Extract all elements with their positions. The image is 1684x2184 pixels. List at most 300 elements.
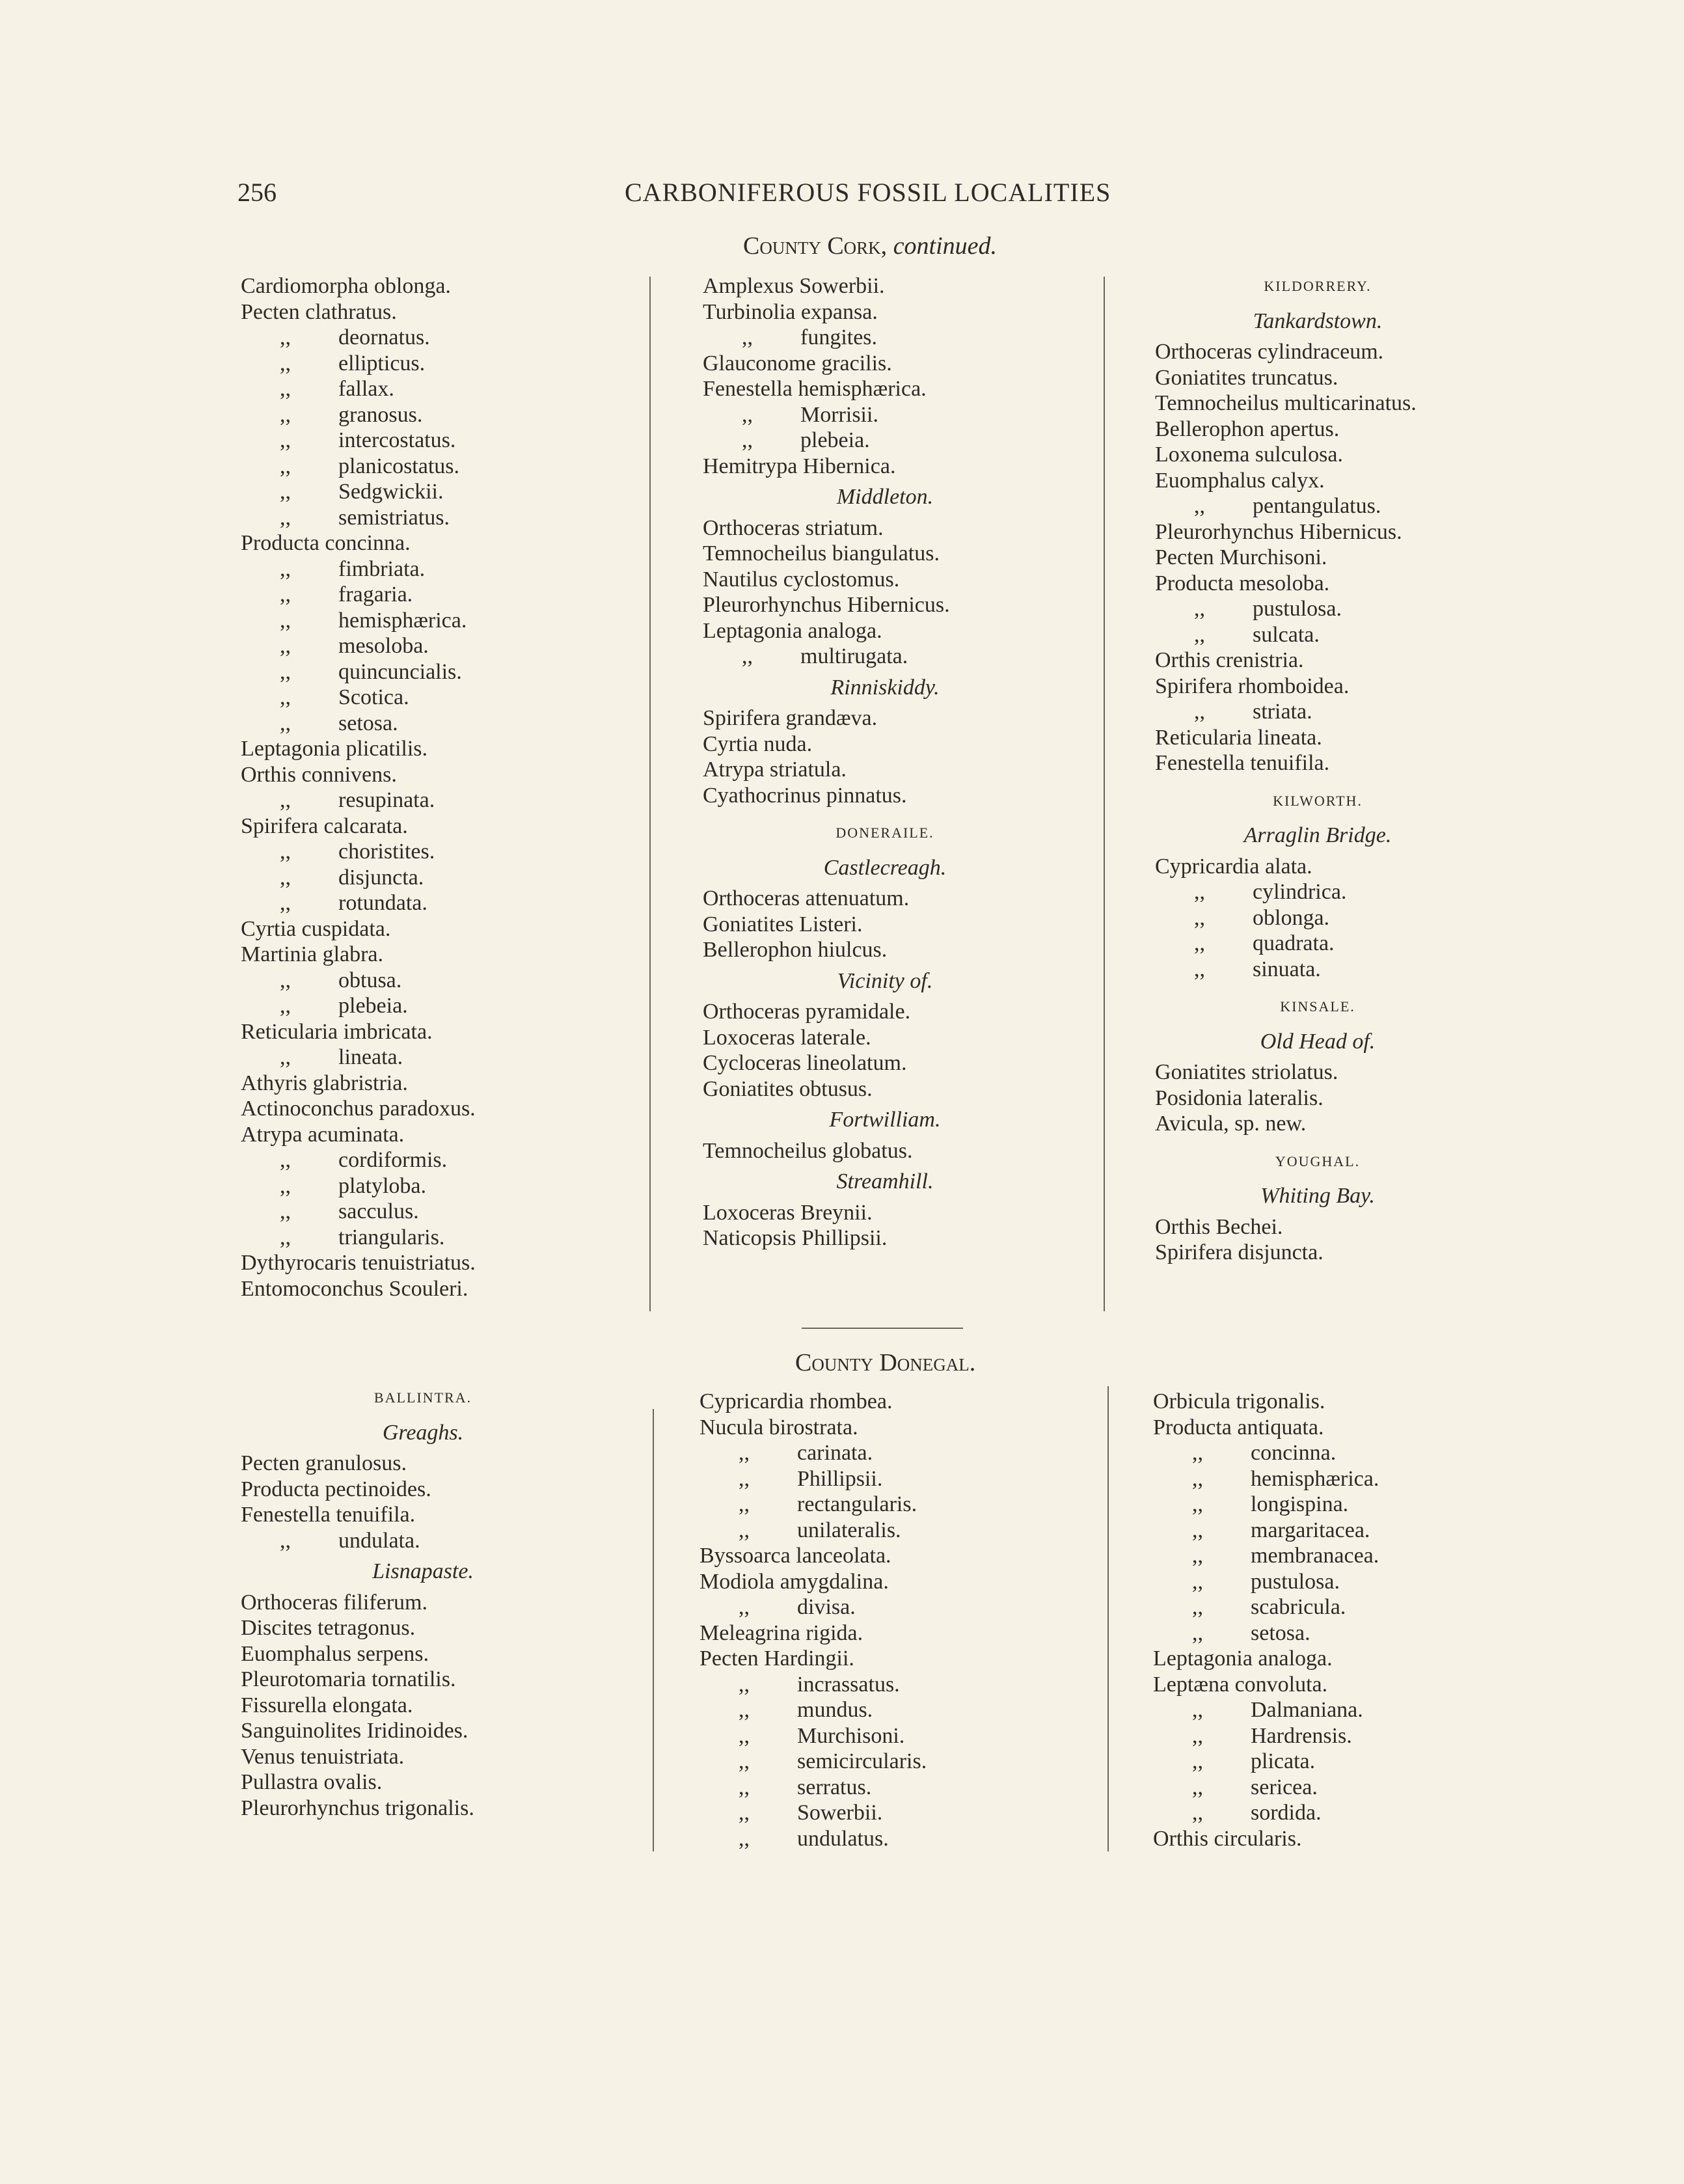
species-entry: Goniatites Listeri.: [703, 912, 863, 936]
species-entry: Entomoconchus Scouleri.: [241, 1276, 469, 1301]
species-name: divisa.: [797, 1595, 856, 1619]
species-entry: Dythyrocaris tenuistriatus.: [241, 1251, 476, 1275]
county-donegal-heading: County Donegal.: [795, 1349, 976, 1376]
sublocality-heading: Middleton.: [836, 485, 934, 509]
species-entry-ditto: [699, 1826, 1064, 1852]
species-entry-ditto: [241, 479, 605, 505]
species-entry: Byssoarca lanceolata.: [699, 1544, 891, 1568]
ditto-mark: ,,: [739, 1672, 750, 1697]
species-entry: Reticularia lineata.: [1155, 725, 1322, 750]
ditto-mark: ,,: [1194, 700, 1205, 724]
species-name: mesoloba.: [338, 634, 429, 658]
species-name: platyloba.: [338, 1173, 427, 1198]
species-name: plebeia.: [338, 994, 408, 1018]
species-name: triangularis.: [338, 1225, 445, 1249]
ditto-mark: ,,: [739, 1826, 750, 1851]
species-entry-ditto: [699, 1672, 1064, 1698]
species-entry: Leptagonia analoga.: [703, 618, 882, 643]
species-name: granosus.: [338, 402, 423, 427]
species-name: setosa.: [1251, 1620, 1311, 1645]
cork-column-2: [703, 273, 1067, 1251]
species-entry: Turbinolia expansa.: [703, 299, 878, 324]
species-name: ellipticus.: [338, 351, 426, 375]
species-entry-ditto: [241, 454, 605, 480]
sublocality-heading: Tankardstown.: [1253, 308, 1383, 333]
ditto-mark: ,,: [739, 1518, 750, 1542]
species-name: undulatus.: [797, 1826, 889, 1851]
species-entry: Spirifera disjuncta.: [1155, 1240, 1324, 1264]
species-name: fimbriata.: [338, 556, 426, 581]
cork-column-1: [241, 273, 605, 1302]
species-name: plebeia.: [800, 428, 870, 452]
ditto-mark: ,,: [280, 505, 291, 530]
species-entry-ditto: [1155, 905, 1480, 931]
ditto-mark: ,,: [1192, 1801, 1203, 1825]
species-entry-ditto: [1153, 1775, 1478, 1801]
county-cork-heading: [743, 232, 997, 260]
species-entry: Temnocheilus globatus.: [703, 1138, 913, 1163]
donegal-column-3: [1153, 1389, 1478, 1851]
species-name: fallax.: [338, 377, 394, 401]
ditto-mark: ,,: [1192, 1492, 1203, 1516]
ditto-mark: ,,: [280, 994, 291, 1018]
species-entry: Pecten granulosus.: [241, 1451, 407, 1475]
county-cork-name: County Cork,: [743, 232, 888, 260]
ditto-mark: ,,: [742, 402, 753, 427]
species-name: semistriatus.: [338, 505, 450, 530]
ditto-mark: ,,: [739, 1441, 750, 1465]
species-entry-ditto: [241, 325, 605, 351]
species-entry: Cardiomorpha oblonga.: [241, 274, 451, 298]
sublocality-heading: Castlecreagh.: [823, 855, 947, 880]
species-entry: Orthis circularis.: [1153, 1826, 1302, 1851]
species-name: rectangularis.: [797, 1492, 917, 1516]
ditto-mark: ,,: [280, 685, 291, 709]
species-name: pentangulatus.: [1253, 494, 1381, 518]
species-entry: Bellerophon hiulcus.: [703, 938, 888, 962]
species-name: semicircularis.: [797, 1749, 927, 1773]
species-name: longispina.: [1251, 1492, 1349, 1516]
species-entry-ditto: [703, 644, 1067, 670]
species-entry-ditto: [241, 1173, 605, 1199]
species-entry-ditto: [1155, 699, 1480, 725]
ditto-mark: ,,: [1192, 1749, 1203, 1773]
species-entry-ditto: [241, 890, 605, 916]
species-entry: Orthoceras cylindraceum.: [1155, 340, 1384, 364]
species-name: obtusa.: [338, 968, 402, 992]
species-entry: Nucula birostrata.: [699, 1415, 858, 1440]
species-name: hemisphærica.: [1251, 1466, 1379, 1491]
species-entry: Loxonema sulculosa.: [1155, 443, 1343, 467]
column-rule: [1104, 277, 1105, 1311]
species-name: rotundata.: [338, 891, 428, 915]
species-entry-ditto: [241, 968, 605, 994]
species-entry-ditto: [699, 1775, 1064, 1801]
species-entry-ditto: [1153, 1723, 1478, 1749]
species-entry-ditto: [241, 376, 605, 402]
sublocality-heading: Fortwilliam.: [829, 1108, 941, 1132]
ditto-mark: ,,: [280, 865, 291, 890]
species-entry: Goniatites obtusus.: [703, 1076, 873, 1101]
species-name: Phillipsii.: [797, 1466, 883, 1491]
ditto-mark: ,,: [280, 454, 291, 478]
ditto-mark: ,,: [1192, 1441, 1203, 1465]
species-entry: Fenestella tenuifila.: [1155, 751, 1330, 775]
species-entry: Spirifera calcarata.: [241, 813, 408, 838]
species-entry-ditto: [241, 1147, 605, 1173]
species-entry: Cyathocrinus pinnatus.: [703, 783, 907, 808]
species-name: Dalmaniana.: [1251, 1698, 1363, 1722]
species-entry-ditto: [241, 402, 605, 428]
locality-heading: DONERAILE.: [835, 825, 934, 841]
ditto-mark: ,,: [1194, 597, 1205, 621]
species-name: pustulosa.: [1251, 1569, 1340, 1594]
ditto-mark: ,,: [1194, 622, 1205, 647]
species-entry-ditto: [703, 402, 1067, 428]
species-name: planicostatus.: [338, 454, 460, 478]
sublocality-heading: Streamhill.: [836, 1169, 934, 1194]
species-name: setosa.: [338, 711, 398, 735]
species-name: unilateralis.: [797, 1518, 901, 1542]
species-entry: Modiola amygdalina.: [699, 1569, 889, 1594]
species-entry-ditto: [241, 582, 605, 608]
ditto-mark: ,,: [1192, 1544, 1203, 1568]
species-name: resupinata.: [338, 788, 435, 812]
ditto-mark: ,,: [1192, 1620, 1203, 1645]
species-entry: Cypricardia alata.: [1155, 854, 1312, 879]
ditto-mark: ,,: [280, 788, 291, 812]
species-name: disjuncta.: [338, 865, 424, 890]
ditto-mark: ,,: [1192, 1775, 1203, 1799]
species-entry: Leptagonia plicatilis.: [241, 737, 428, 761]
ditto-mark: ,,: [739, 1723, 750, 1748]
species-entry-ditto: [241, 556, 605, 582]
species-entry-ditto: [1155, 596, 1480, 622]
ditto-mark: ,,: [739, 1775, 750, 1799]
species-name: cylindrica.: [1253, 880, 1347, 904]
locality-heading: KILWORTH.: [1273, 792, 1363, 809]
species-entry: Spirifera grandæva.: [703, 706, 878, 730]
species-name: striata.: [1253, 700, 1312, 724]
species-entry: Euomphalus serpens.: [241, 1641, 429, 1666]
species-entry-ditto: [241, 505, 605, 531]
sublocality-heading: Old Head of.: [1260, 1029, 1376, 1054]
species-name: sericea.: [1251, 1775, 1318, 1799]
ditto-mark: ,,: [280, 711, 291, 735]
species-entry: Orthoceras striatum.: [703, 515, 884, 540]
species-entry: Amplexus Sowerbii.: [703, 274, 885, 298]
species-entry-ditto: [703, 325, 1067, 351]
donegal-column-1: [241, 1385, 605, 1821]
ditto-mark: ,,: [280, 428, 291, 452]
species-entry: Bellerophon apertus.: [1155, 416, 1340, 441]
species-entry-ditto: [1153, 1749, 1478, 1775]
species-name: fungites.: [800, 325, 878, 349]
locality-heading: KILDORRERY.: [1264, 278, 1372, 294]
ditto-mark: ,,: [280, 634, 291, 658]
species-entry: Glauconome gracilis.: [703, 351, 892, 375]
sublocality-heading: Vicinity of.: [837, 968, 933, 993]
species-entry: Cyrtia nuda.: [703, 731, 813, 756]
ditto-mark: ,,: [280, 608, 291, 633]
species-entry-ditto: [1155, 957, 1480, 983]
ditto-mark: ,,: [280, 839, 291, 864]
ditto-mark: ,,: [1194, 957, 1205, 981]
species-entry-ditto: [1153, 1697, 1478, 1723]
species-entry: Orthis crenistria.: [1155, 648, 1304, 672]
ditto-mark: ,,: [280, 1045, 291, 1069]
ditto-mark: ,,: [280, 556, 291, 581]
species-name: Morrisii.: [800, 402, 878, 427]
species-entry-ditto: [241, 428, 605, 454]
species-entry: Producta concinna.: [241, 531, 411, 555]
species-name: Scotica.: [338, 685, 409, 709]
species-entry: Cypricardia rhombea.: [699, 1389, 893, 1413]
species-entry: Nautilus cyclostomus.: [703, 567, 900, 592]
species-entry-ditto: [699, 1518, 1064, 1544]
species-entry-ditto: [1153, 1518, 1478, 1544]
species-entry: Athyris glabristria.: [241, 1071, 408, 1095]
ditto-mark: ,,: [1192, 1723, 1203, 1748]
species-entry: Orthoceras filiferum.: [241, 1590, 428, 1615]
section-divider: [802, 1328, 963, 1329]
species-entry: Posidonia lateralis.: [1155, 1085, 1324, 1110]
species-entry: Atrypa acuminata.: [241, 1122, 405, 1147]
species-entry-ditto: [1155, 622, 1480, 648]
species-entry: Temnocheilus biangulatus.: [703, 541, 940, 566]
column-rule: [1107, 1386, 1109, 1851]
species-entry: Avicula, sp. new.: [1155, 1112, 1307, 1136]
locality-heading: KINSALE.: [1280, 998, 1355, 1015]
species-entry: Loxoceras Breynii.: [703, 1200, 873, 1225]
species-name: scabricula.: [1251, 1595, 1346, 1619]
species-entry: Loxoceras laterale.: [703, 1025, 871, 1050]
ditto-mark: ,,: [280, 377, 291, 401]
species-entry-ditto: [699, 1697, 1064, 1723]
ditto-mark: ,,: [739, 1749, 750, 1773]
species-entry: Pleurotomaria tornatilis.: [241, 1667, 456, 1691]
locality-heading: BALLINTRA.: [373, 1389, 472, 1406]
ditto-mark: ,,: [1192, 1466, 1203, 1491]
species-entry: Orthis Bechei.: [1155, 1214, 1283, 1239]
ditto-mark: ,,: [280, 659, 291, 684]
species-entry-ditto: [241, 659, 605, 685]
species-name: lineata.: [338, 1045, 403, 1069]
species-entry-ditto: [241, 711, 605, 737]
species-entry: Pleurorhynchus trigonalis.: [241, 1795, 474, 1820]
species-entry-ditto: [1153, 1466, 1478, 1492]
species-entry: Atrypa striatula.: [703, 758, 847, 782]
species-entry: Producta pectinoides.: [241, 1477, 431, 1501]
species-entry-ditto: [241, 1199, 605, 1225]
species-entry: Actinoconchus paradoxus.: [241, 1097, 476, 1121]
species-entry: Pecten clathratus.: [241, 299, 397, 324]
species-entry: Fissurella elongata.: [241, 1693, 413, 1717]
species-entry-ditto: [241, 1225, 605, 1251]
species-name: fragaria.: [338, 582, 413, 607]
species-entry: Discites tetragonus.: [241, 1616, 416, 1640]
species-entry-ditto: [241, 839, 605, 865]
species-entry: Orthis connivens.: [241, 762, 397, 787]
ditto-mark: ,,: [280, 1528, 291, 1553]
species-name: sulcata.: [1253, 622, 1320, 647]
species-entry: Leptæna convoluta.: [1153, 1672, 1328, 1697]
species-entry-ditto: [1153, 1569, 1478, 1595]
species-entry: Cycloceras lineolatum.: [703, 1051, 907, 1075]
species-entry-ditto: [699, 1749, 1064, 1775]
species-entry-ditto: [1153, 1492, 1478, 1518]
ditto-mark: ,,: [280, 480, 291, 504]
species-entry: Producta antiquata.: [1153, 1415, 1324, 1440]
species-name: pustulosa.: [1253, 597, 1342, 621]
species-entry: Fenestella hemisphærica.: [703, 377, 927, 401]
ditto-mark: ,,: [280, 968, 291, 992]
species-entry: Spirifera rhomboidea.: [1155, 674, 1350, 698]
species-entry: Venus tenuistriata.: [241, 1744, 405, 1769]
ditto-mark: ,,: [280, 891, 291, 915]
species-entry-ditto: [241, 993, 605, 1019]
species-entry-ditto: [703, 428, 1067, 454]
species-entry-ditto: [1155, 493, 1480, 519]
species-entry-ditto: [241, 787, 605, 813]
species-entry: Naticopsis Phillipsii.: [703, 1226, 888, 1250]
species-entry-ditto: [1153, 1800, 1478, 1826]
species-entry-ditto: [241, 351, 605, 377]
sublocality-heading: Lisnapaste.: [372, 1559, 474, 1583]
species-entry-ditto: [1153, 1543, 1478, 1569]
column-rule: [649, 277, 651, 1311]
species-name: membranacea.: [1251, 1544, 1379, 1568]
species-entry-ditto: [241, 1528, 605, 1554]
species-name: Murchisoni.: [797, 1723, 905, 1748]
species-name: incrassatus.: [797, 1672, 900, 1697]
species-name: hemisphærica.: [338, 608, 467, 633]
species-entry: Hemitrypa Hibernica.: [703, 454, 896, 478]
ditto-mark: ,,: [1194, 880, 1205, 904]
ditto-mark: ,,: [739, 1595, 750, 1619]
species-entry-ditto: [241, 633, 605, 659]
species-name: choristites.: [338, 839, 435, 864]
species-entry-ditto: [241, 865, 605, 891]
ditto-mark: ,,: [280, 1225, 291, 1249]
species-entry-ditto: [1155, 879, 1480, 905]
ditto-mark: ,,: [1194, 494, 1205, 518]
species-entry: Leptagonia analoga.: [1153, 1646, 1333, 1671]
ditto-mark: ,,: [739, 1492, 750, 1516]
species-name: serratus.: [797, 1775, 872, 1799]
county-cork-continued: continued.: [893, 232, 998, 260]
ditto-mark: ,,: [280, 351, 291, 375]
sublocality-heading: Whiting Bay.: [1260, 1184, 1375, 1208]
column-rule: [653, 1409, 654, 1851]
species-entry: Fenestella tenuifila.: [241, 1503, 416, 1527]
species-entry: Sanguinolites Iridinoides.: [241, 1719, 469, 1743]
cork-column-3: [1155, 273, 1480, 1266]
species-name: intercostatus.: [338, 428, 456, 452]
species-name: mundus.: [797, 1698, 873, 1722]
species-name: concinna.: [1251, 1441, 1337, 1465]
species-entry-ditto: [699, 1723, 1064, 1749]
ditto-mark: ,,: [1194, 905, 1205, 930]
ditto-mark: ,,: [1192, 1569, 1203, 1594]
species-entry: Pullastra ovalis.: [241, 1770, 383, 1794]
species-entry: Temnocheilus multicarinatus.: [1155, 391, 1417, 415]
species-entry: Producta mesoloba.: [1155, 571, 1330, 595]
species-name: undulata.: [338, 1528, 420, 1553]
species-entry-ditto: [241, 608, 605, 634]
species-entry-ditto: [241, 1044, 605, 1071]
species-entry: Euomphalus calyx.: [1155, 468, 1325, 493]
ditto-mark: ,,: [280, 325, 291, 349]
species-name: multirugata.: [800, 644, 908, 668]
sublocality-heading: Arraglin Bridge.: [1243, 823, 1392, 847]
ditto-mark: ,,: [742, 644, 753, 668]
sublocality-heading: Greaghs.: [382, 1420, 464, 1445]
species-entry: Martinia glabra.: [241, 942, 384, 966]
species-entry-ditto: [699, 1440, 1064, 1466]
species-entry: Orthoceras pyramidale.: [703, 1000, 911, 1024]
species-entry: Pecten Hardingii.: [699, 1646, 854, 1671]
species-entry-ditto: [241, 685, 605, 711]
ditto-mark: ,,: [280, 1173, 291, 1198]
species-entry-ditto: [1153, 1620, 1478, 1646]
running-head: CARBONIFEROUS FOSSIL LOCALITIES: [625, 178, 1111, 207]
species-entry: Reticularia imbricata.: [241, 1019, 433, 1044]
species-entry: Orthoceras attenuatum.: [703, 886, 910, 910]
species-entry: Pecten Murchisoni.: [1155, 545, 1327, 569]
ditto-mark: ,,: [739, 1466, 750, 1491]
species-entry: Pleurorhynchus Hibernicus.: [703, 593, 950, 617]
ditto-mark: ,,: [280, 1199, 291, 1223]
species-entry-ditto: [699, 1492, 1064, 1518]
species-name: cordiformis.: [338, 1148, 448, 1172]
ditto-mark: ,,: [1192, 1595, 1203, 1619]
species-name: deornatus.: [338, 325, 430, 349]
species-name: Sedgwickii.: [338, 480, 444, 504]
species-entry-ditto: [699, 1800, 1064, 1826]
ditto-mark: ,,: [742, 428, 753, 452]
ditto-mark: ,,: [1192, 1518, 1203, 1542]
ditto-mark: ,,: [1194, 931, 1205, 955]
species-name: oblonga.: [1253, 905, 1330, 930]
species-name: Hardrensis.: [1251, 1723, 1352, 1748]
species-name: sinuata.: [1253, 957, 1321, 981]
species-entry-ditto: [1155, 931, 1480, 957]
donegal-column-2: [699, 1389, 1064, 1851]
species-entry: Goniatites striolatus.: [1155, 1060, 1338, 1084]
species-entry: Goniatites truncatus.: [1155, 365, 1338, 390]
ditto-mark: ,,: [742, 325, 753, 349]
species-entry: Meleagrina rigida.: [699, 1620, 863, 1645]
species-entry-ditto: [699, 1594, 1064, 1620]
sublocality-heading: Rinniskiddy.: [830, 675, 940, 700]
ditto-mark: ,,: [280, 1148, 291, 1172]
ditto-mark: ,,: [280, 582, 291, 607]
ditto-mark: ,,: [739, 1698, 750, 1722]
species-entry-ditto: [699, 1466, 1064, 1492]
species-entry-ditto: [1153, 1440, 1478, 1466]
species-name: quadrata.: [1253, 931, 1335, 955]
species-name: margaritacea.: [1251, 1518, 1370, 1542]
species-name: Sowerbii.: [797, 1801, 883, 1825]
species-entry: Cyrtia cuspidata.: [241, 916, 391, 941]
species-name: quincuncialis.: [338, 659, 462, 684]
page-number: 256: [238, 178, 277, 207]
ditto-mark: ,,: [739, 1801, 750, 1825]
locality-heading: YOUGHAL.: [1275, 1153, 1361, 1169]
species-entry: Orbicula trigonalis.: [1153, 1389, 1325, 1413]
species-entry: Pleurorhynchus Hibernicus.: [1155, 519, 1402, 544]
